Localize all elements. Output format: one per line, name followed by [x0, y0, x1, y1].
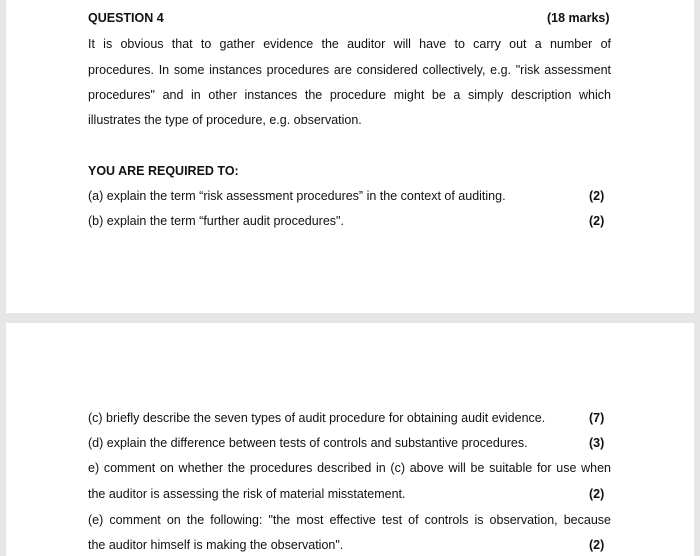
part-d-marks: (3) [589, 436, 605, 450]
part-c-marks: (7) [589, 411, 605, 425]
part-e1-line-2: the auditor is assessing the risk of material misstatement. [88, 487, 406, 501]
question-title: QUESTION 4 [88, 11, 164, 25]
question-total-marks: (18 marks) [547, 11, 610, 25]
part-e2-line-1: (e) comment on the following: "the most effective test of controls is observation, because [88, 513, 611, 527]
part-d-text: (d) explain the difference between tests of controls and substantive procedures. [88, 436, 528, 450]
part-a-marks: (2) [589, 189, 605, 203]
document-page-bottom [6, 323, 694, 556]
required-heading: YOU ARE REQUIRED TO: [88, 164, 239, 178]
part-e2-marks: (2) [589, 538, 605, 552]
part-e1-line-1: e) comment on whether the procedures described in (c) above will be suitable for use when [88, 461, 611, 475]
part-c-text: (c) briefly describe the seven types of audit procedure for obtaining audit evidence. [88, 411, 546, 425]
part-e2-line-2: the auditor himself is making the observation". [88, 538, 344, 552]
intro-line-4: illustrates the type of procedure, e.g. observation. [88, 113, 362, 127]
part-a-text: (a) explain the term “risk assessment procedures” in the context of auditing. [88, 189, 506, 203]
intro-line-2: procedures. In some instances procedures are considered collectively, e.g. "risk assessment [88, 63, 611, 77]
document-page-top [6, 0, 694, 313]
intro-line-1: It is obvious that to gather evidence the auditor will have to carry out a number of [88, 37, 611, 51]
part-b-text: (b) explain the term “further audit procedures". [88, 214, 344, 228]
part-b-marks: (2) [589, 214, 605, 228]
intro-line-3: procedures" and in other instances the procedure might be a simply description which [88, 88, 611, 102]
part-e1-marks: (2) [589, 487, 605, 501]
